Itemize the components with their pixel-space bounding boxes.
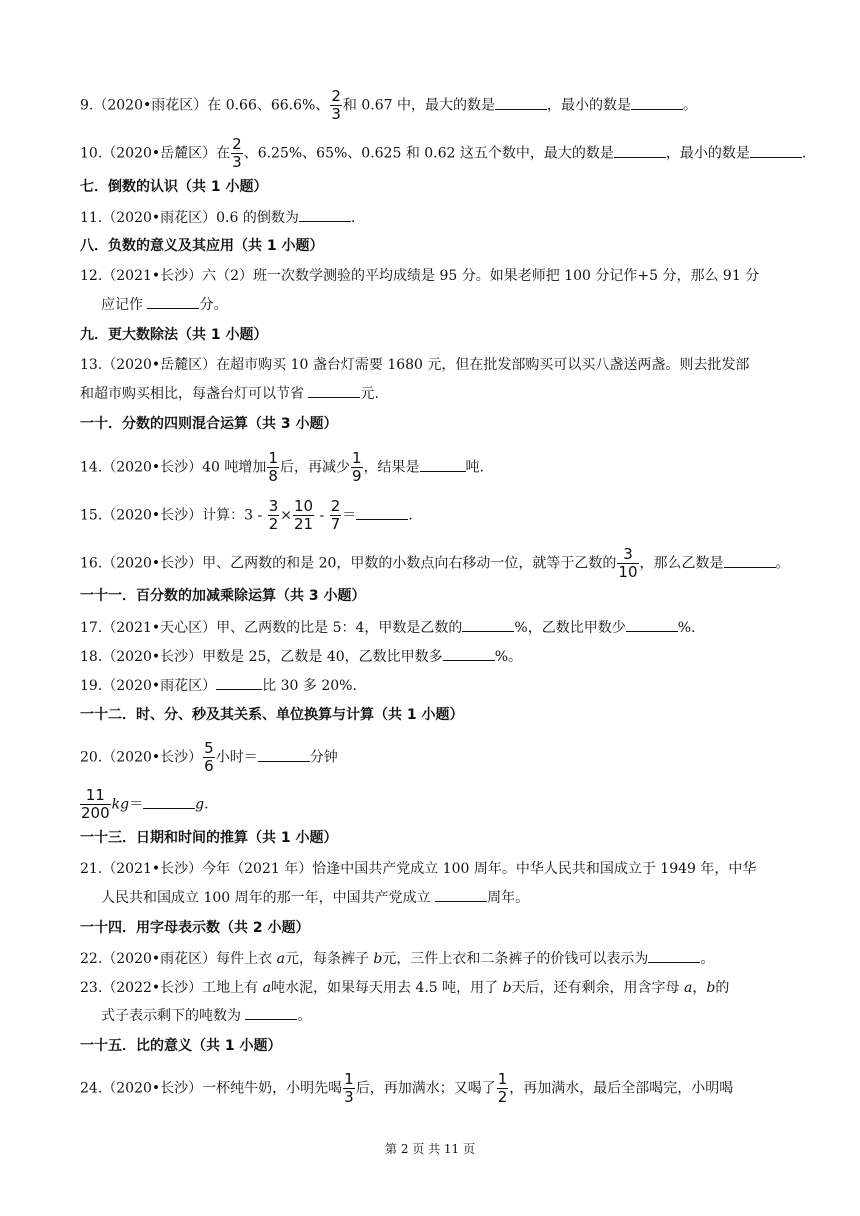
fraction: $\frac{5}{6}$	[204, 739, 214, 775]
fraction: $\frac{1}{8}$	[268, 449, 278, 485]
section-heading: 一十二．时、分、秒及其关系、单位换算与计算（共 1 小题）	[80, 707, 464, 723]
answer-blank[interactable]	[631, 95, 683, 110]
answer-blank[interactable]	[143, 794, 195, 809]
answer-blank[interactable]	[308, 383, 360, 398]
question-19: 19.（2020•雨花区） 比 30 多 20%.	[80, 675, 357, 696]
question-22: 22.（2020•雨花区）每件上衣 a元，每条裤子 b元，三件上衣和二条裤子的价钱可以表示为 。	[80, 948, 714, 969]
section-heading: 七．倒数的认识（共 1 小题）	[80, 179, 268, 195]
question-13-cont: 和超市购买相比，每盏台灯可以节省 元.	[80, 383, 379, 404]
answer-blank[interactable]	[495, 95, 547, 110]
question-15: 15.（2020•长沙）计算：3 - $\frac{3}{2}$ × $\frac{10}{21}$ - $\frac{2}{7}$ ＝ .	[80, 497, 413, 533]
question-12: 12.（2021•长沙）六（2）班一次数学测验的平均成绩是 95 分。如果老师把 100 分记作+5 分，那么 91 分	[80, 268, 760, 284]
question-12-cont: 应记作 分。	[101, 294, 227, 315]
question-16: 16.（2020•长沙）甲、乙两数的和是 20，甲数的小数点向右移动一位，就等于乙数的 $\frac{3}{10}$ ，那么乙数是 。	[80, 545, 790, 581]
answer-blank[interactable]	[614, 143, 666, 158]
answer-blank[interactable]	[626, 617, 678, 632]
section-heading: 一十三．日期和时间的推算（共 1 小题）	[80, 830, 338, 846]
page-footer: 第 2 页 共 11 页	[385, 1142, 475, 1156]
answer-blank[interactable]	[462, 617, 514, 632]
fraction: $\frac{10}{21}$	[293, 497, 314, 533]
question-9: 9.（2020•雨花区）在 0.66、66.6%、 $\frac{2}{3}$ 和 0.67 中，最大的数是 ，最小的数是 。	[80, 87, 697, 123]
fraction: $\frac{1}{2}$	[497, 1070, 508, 1106]
question-17: 17.（2021•天心区）甲、乙两数的比是 5：4，甲数是乙数的 %，乙数比甲数少 %.	[80, 617, 696, 638]
section-heading: 一十五．比的意义（共 1 小题）	[80, 1038, 282, 1054]
answer-blank[interactable]	[258, 747, 310, 762]
section-heading: 一十四．用字母表示数（共 2 小题）	[80, 920, 310, 936]
fraction: $\frac{11}{200}$	[81, 786, 110, 822]
question-21-cont: 人民共和国成立 100 周年的那一年，中国共产党成立 周年。	[101, 887, 529, 908]
answer-blank[interactable]	[443, 646, 495, 661]
fraction: $\frac{3}{10}$	[618, 545, 638, 581]
question-21: 21.（2021•长沙）今年（2021 年）恰逢中国共产党成立 100 周年。中华人民共和国成立于 1949 年，中华	[80, 861, 757, 877]
question-14: 14.（2020•长沙）40 吨增加 $\frac{1}{8}$ 后，再减少 $\frac{1}{9}$ ，结果是 吨.	[80, 449, 484, 485]
fraction: $\frac{1}{3}$	[344, 1070, 354, 1106]
answer-blank[interactable]	[420, 457, 466, 472]
question-10: 10.（2020•岳麓区）在 $\frac{2}{3}$ 、6.25%、65%、0.625 和 0.62 这五个数中，最大的数是 ，最小的数是 .	[80, 135, 807, 171]
answer-blank[interactable]	[648, 948, 700, 963]
question-18: 18.（2020•长沙）甲数是 25，乙数是 40，乙数比甲数多 %。	[80, 646, 522, 667]
fraction: $\frac{3}{2}$	[268, 497, 279, 533]
section-heading: 一十．分数的四则混合运算（共 3 小题）	[80, 416, 338, 432]
fraction: $\frac{2}{7}$	[330, 497, 341, 533]
question-13: 13.（2020•岳麓区）在超市购买 10 盏台灯需要 1680 元，但在批发部购买可以买八盏送两盏。则去批发部	[80, 357, 750, 373]
question-23: 23.（2022•长沙）工地上有 a吨水泥，如果每天用去 4.5 吨，用了 b天后，还有剩余，用含字母 a，b的	[80, 980, 730, 996]
fraction: $\frac{2}{3}$	[331, 87, 341, 123]
section-heading: 一十一．百分数的加减乘除运算（共 3 小题）	[80, 588, 366, 604]
question-23-cont: 式子表示剩下的吨数为 。	[101, 1005, 311, 1026]
section-heading: 九．更大数除法（共 1 小题）	[80, 327, 268, 343]
answer-blank[interactable]	[435, 887, 487, 902]
fraction: $\frac{1}{9}$	[351, 449, 362, 485]
question-11: 11.（2020•雨花区）0.6 的倒数为 .	[80, 207, 355, 228]
answer-blank[interactable]	[750, 143, 802, 158]
section-heading: 八．负数的意义及其应用（共 1 小题）	[80, 238, 324, 254]
answer-blank[interactable]	[299, 207, 351, 222]
question-20: 20.（2020•长沙） $\frac{5}{6}$ 小时＝ 分钟	[80, 739, 338, 775]
answer-blank[interactable]	[216, 675, 262, 690]
answer-blank[interactable]	[724, 553, 776, 568]
answer-blank[interactable]	[147, 294, 199, 309]
answer-blank[interactable]	[356, 505, 408, 520]
fraction: $\frac{2}{3}$	[232, 135, 242, 171]
question-20-cont: $\frac{11}{200}$ kg＝ g.	[81, 786, 209, 822]
answer-blank[interactable]	[245, 1005, 297, 1020]
question-24: 24.（2020•长沙）一杯纯牛奶，小明先喝 $\frac{1}{3}$ 后，再加满水；又喝了 $\frac{1}{2}$ ，再加满水，最后全部喝完，小明喝	[80, 1070, 734, 1106]
